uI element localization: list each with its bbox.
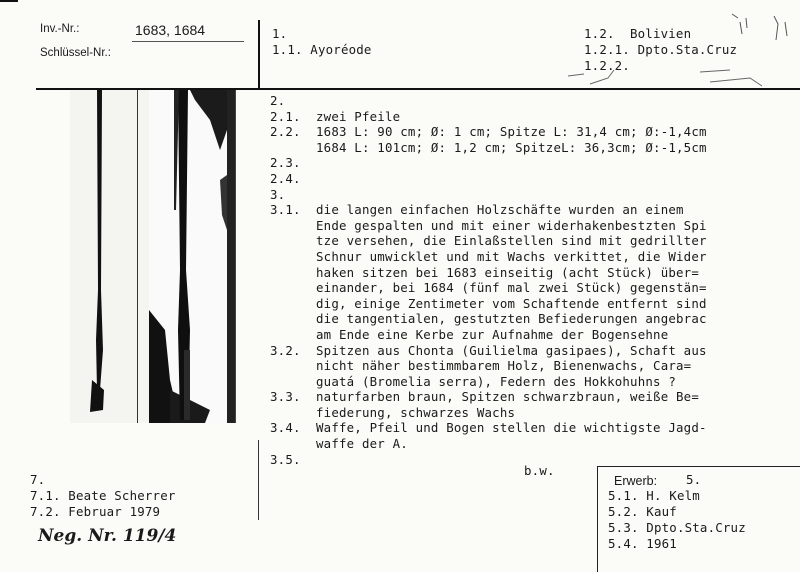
sec3-line: guatá (Bromelia serra), Federn des Hokkohuhns ? xyxy=(316,373,677,389)
erwerb-box-left xyxy=(597,466,598,572)
sec2-line: 1684 L: 101cm; Ø: 1,2 cm; SpitzeL: 36,3cm; Ø:-1,5cm xyxy=(316,139,707,155)
sec3-line: waffe der A. xyxy=(316,436,408,452)
arrows-photo xyxy=(70,90,235,423)
erwerb-box-top xyxy=(597,466,800,467)
sec3-line: tze versehen, die Einlaßstellen sind mit gedrillter xyxy=(316,233,707,249)
sec7-1: 7.1. Beate Scherrer xyxy=(30,488,176,503)
sec3-line: nicht näher bestimmbarem Holz, Bienenwachs, Cara= xyxy=(316,358,692,374)
bw-note: b.w. xyxy=(524,463,555,478)
sec2-line: 2.2. 1683 L: 90 cm; Ø: 1 cm; Spitze L: 31,4 cm; Ø:-1,4cm xyxy=(270,124,707,140)
sec3-line: die tangentialen, gestutzten Befiederungen angebrac xyxy=(316,311,707,327)
sec2-line: 2.4. xyxy=(270,170,301,186)
inv-label: Inv.-Nr.: xyxy=(40,23,80,35)
sec1-num: 1. xyxy=(272,26,288,41)
sec5-1: 5.1. H. Kelm xyxy=(608,488,700,503)
sec3-line: 3. xyxy=(270,186,286,202)
sec3-line: 3.1. die langen einfachen Holzschäfte wurden an einem xyxy=(270,202,684,218)
sec3-line: einander, bei 1684 (fünf mal zwei Stück) gegenstän= xyxy=(316,280,707,296)
description-block xyxy=(270,93,707,467)
sec3-line: 3.2. Spitzen aus Chonta (Guilielma gasipaes), Schaft aus xyxy=(270,342,707,358)
sec5-4: 5.4. 1961 xyxy=(608,536,677,551)
negative-number-handwritten: Neg. Nr. 119/4 xyxy=(38,526,177,546)
section-divider xyxy=(258,440,259,520)
sec3-line: am Ende eine Kerbe zur Aufnahme der Bogensehne xyxy=(316,326,669,342)
inv-value: 1683, 1684 xyxy=(135,22,206,38)
sec3-line: Schnur umwicklet und mit Wachs verkittet, die Wider xyxy=(316,248,707,264)
sec3-line: Ende gespalten und mit einer widerhakenbestzten Spi xyxy=(316,217,707,233)
sec3-line: fiederung, schwarzes Wachs xyxy=(316,404,516,420)
corner-mark xyxy=(0,0,18,2)
sec3-line: 3.5. xyxy=(270,451,301,467)
pencil-scribble-icon xyxy=(560,8,800,93)
erwerb-num: 5. xyxy=(686,472,702,487)
sec7-2: 7.2. Februar 1979 xyxy=(30,504,161,519)
sec3-line: dig, einige Zentimeter vom Schaftende entfernt sind xyxy=(316,295,707,311)
sec1-2: 1.2. Bolivien xyxy=(584,26,692,41)
sec3-line: 3.3. naturfarben braun, Spitzen schwarzbraun, weiße Be= xyxy=(270,389,699,405)
photo-border-right xyxy=(235,90,236,423)
sec1-2-2: 1.2.2. xyxy=(584,58,630,73)
erwerb-label: Erwerb: xyxy=(614,474,658,488)
sec2-line: 2.1. zwei Pfeile xyxy=(270,108,401,124)
sec7-num: 7. xyxy=(30,472,46,487)
sec2-line: 2. xyxy=(270,93,286,108)
sec5-3: 5.3. Dpto.Sta.Cruz xyxy=(608,520,746,535)
sec1-1: 1.1. Ayoréode xyxy=(272,42,372,57)
key-label: Schlüssel-Nr.: xyxy=(40,47,111,59)
sec1-2-1: 1.2.1. Dpto.Sta.Cruz xyxy=(584,42,738,57)
inv-underline xyxy=(132,41,244,42)
header-divider xyxy=(258,20,260,88)
sec5-2: 5.2. Kauf xyxy=(608,504,677,519)
sec3-line: haken sitzen bei 1683 einseitig (acht Stück) über= xyxy=(316,264,699,280)
sec2-line: 2.3. xyxy=(270,155,301,171)
sec3-line: 3.4. Waffe, Pfeil und Bogen stellen die wichtigste Jagd- xyxy=(270,420,707,436)
